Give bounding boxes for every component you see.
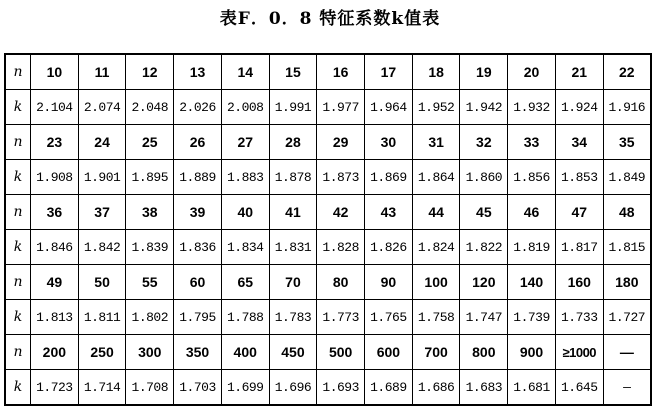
n-value-cell: 48	[603, 195, 651, 230]
n-value-cell: 32	[460, 125, 508, 160]
n-value-cell: 800	[460, 335, 508, 370]
n-value-cell: 21	[555, 54, 603, 90]
n-value-cell: 42	[317, 195, 365, 230]
k-label-cell: k	[5, 370, 31, 406]
k-value-cell: 1.765	[365, 300, 413, 335]
k-value-cell: 1.932	[508, 90, 556, 125]
n-value-cell: 500	[317, 335, 365, 370]
n-value-cell: 26	[174, 125, 222, 160]
n-value-cell: 200	[31, 335, 79, 370]
n-value-cell: 14	[221, 54, 269, 90]
n-value-cell: 900	[508, 335, 556, 370]
n-value-cell: 50	[78, 265, 126, 300]
n-value-cell: 20	[508, 54, 556, 90]
k-value-cell: 1.773	[317, 300, 365, 335]
k-value-cell: 1.758	[412, 300, 460, 335]
n-value-cell: 37	[78, 195, 126, 230]
n-value-cell: ≥1000	[555, 335, 603, 370]
n-value-cell: 11	[78, 54, 126, 90]
k-value-cell: 1.686	[412, 370, 460, 406]
k-value-cell: 1.693	[317, 370, 365, 406]
n-label-cell: n	[5, 195, 31, 230]
k-label-cell: k	[5, 160, 31, 195]
k-value-cell: 1.924	[555, 90, 603, 125]
n-value-cell: 31	[412, 125, 460, 160]
k-value-cell: 1.977	[317, 90, 365, 125]
n-value-cell: 30	[365, 125, 413, 160]
n-value-cell: 47	[555, 195, 603, 230]
n-label-cell: n	[5, 54, 31, 90]
n-row	[5, 335, 651, 370]
k-row	[5, 370, 651, 406]
k-value-cell: 1.873	[317, 160, 365, 195]
n-value-cell: 450	[269, 335, 317, 370]
n-value-cell: 18	[412, 54, 460, 90]
k-value-cell: 1.831	[269, 230, 317, 265]
n-value-cell: 34	[555, 125, 603, 160]
k-value-cell: 1.889	[174, 160, 222, 195]
k-value-cell: 1.883	[221, 160, 269, 195]
k-value-cell: 1.819	[508, 230, 556, 265]
k-value-cell: 1.815	[603, 230, 651, 265]
k-value-cell: 1.811	[78, 300, 126, 335]
n-row	[5, 265, 651, 300]
n-value-cell: 700	[412, 335, 460, 370]
k-value-cell: 1.878	[269, 160, 317, 195]
n-value-cell: 33	[508, 125, 556, 160]
k-value-cell: 1.856	[508, 160, 556, 195]
k-value-cell: 1.916	[603, 90, 651, 125]
n-value-cell: 17	[365, 54, 413, 90]
k-value-cell: 1.783	[269, 300, 317, 335]
k-value-cell: 1.836	[174, 230, 222, 265]
n-value-cell: 27	[221, 125, 269, 160]
k-value-cell: 1.964	[365, 90, 413, 125]
k-value-cell: 1.795	[174, 300, 222, 335]
k-value-cell: 1.895	[126, 160, 174, 195]
n-value-cell: 13	[174, 54, 222, 90]
n-value-cell: 10	[31, 54, 79, 90]
k-value-cell: 1.908	[31, 160, 79, 195]
k-value-cell: 1.991	[269, 90, 317, 125]
n-value-cell: 28	[269, 125, 317, 160]
n-value-cell: 45	[460, 195, 508, 230]
k-value-cell: 1.645	[555, 370, 603, 406]
n-value-cell: 24	[78, 125, 126, 160]
k-value-cell: 2.104	[31, 90, 79, 125]
k-label-cell: k	[5, 300, 31, 335]
k-value-cell: 1.864	[412, 160, 460, 195]
n-value-cell: 35	[603, 125, 651, 160]
n-value-cell: 23	[31, 125, 79, 160]
n-label-cell: n	[5, 335, 31, 370]
n-value-cell: 600	[365, 335, 413, 370]
n-value-cell: 46	[508, 195, 556, 230]
k-value-cell: 1.703	[174, 370, 222, 406]
k-value-cell: —	[603, 370, 651, 406]
k-value-cell: 1.846	[31, 230, 79, 265]
k-value-cell: 1.817	[555, 230, 603, 265]
n-value-cell: 19	[460, 54, 508, 90]
n-value-cell: 140	[508, 265, 556, 300]
k-value-cell: 1.901	[78, 160, 126, 195]
k-value-cell: 1.869	[365, 160, 413, 195]
n-row	[5, 195, 651, 230]
n-label-cell: n	[5, 125, 31, 160]
n-value-cell: 43	[365, 195, 413, 230]
n-value-cell: 15	[269, 54, 317, 90]
k-value-cell: 1.723	[31, 370, 79, 406]
k-value-cell: 1.683	[460, 370, 508, 406]
k-value-cell: 1.689	[365, 370, 413, 406]
k-value-cell: 1.708	[126, 370, 174, 406]
k-value-cell: 1.824	[412, 230, 460, 265]
n-value-cell: 300	[126, 335, 174, 370]
k-value-cell: 2.074	[78, 90, 126, 125]
k-value-cell: 1.696	[269, 370, 317, 406]
k-value-cell: 1.681	[508, 370, 556, 406]
n-label-cell: n	[5, 265, 31, 300]
n-value-cell: 40	[221, 195, 269, 230]
n-value-cell: 55	[126, 265, 174, 300]
k-row	[5, 300, 651, 335]
k-value-cell: 2.048	[126, 90, 174, 125]
n-value-cell: 160	[555, 265, 603, 300]
k-value-cell: 1.826	[365, 230, 413, 265]
k-row	[5, 90, 651, 125]
k-value-cell: 1.834	[221, 230, 269, 265]
k-value-table	[4, 53, 652, 406]
n-value-cell: 12	[126, 54, 174, 90]
k-row	[5, 230, 651, 265]
n-value-cell: 90	[365, 265, 413, 300]
n-value-cell: 70	[269, 265, 317, 300]
n-value-cell: 350	[174, 335, 222, 370]
k-value-cell: 1.699	[221, 370, 269, 406]
k-value-cell: 1.839	[126, 230, 174, 265]
n-value-cell: 22	[603, 54, 651, 90]
k-value-cell: 1.813	[31, 300, 79, 335]
n-value-cell: 250	[78, 335, 126, 370]
n-value-cell: 38	[126, 195, 174, 230]
k-value-cell: 2.026	[174, 90, 222, 125]
n-value-cell: 180	[603, 265, 651, 300]
n-value-cell: 400	[221, 335, 269, 370]
k-value-cell: 1.860	[460, 160, 508, 195]
k-value-cell: 1.747	[460, 300, 508, 335]
n-value-cell: —	[603, 335, 651, 370]
n-value-cell: 60	[174, 265, 222, 300]
n-value-cell: 36	[31, 195, 79, 230]
table-title: 表F．0．8 特征系数k值表	[219, 9, 441, 29]
k-value-cell: 1.822	[460, 230, 508, 265]
n-value-cell: 44	[412, 195, 460, 230]
n-value-cell: 39	[174, 195, 222, 230]
k-label-cell: k	[5, 230, 31, 265]
n-value-cell: 41	[269, 195, 317, 230]
n-row	[5, 54, 651, 90]
n-value-cell: 25	[126, 125, 174, 160]
k-value-cell: 1.788	[221, 300, 269, 335]
k-value-cell: 1.714	[78, 370, 126, 406]
n-value-cell: 80	[317, 265, 365, 300]
k-value-cell: 1.853	[555, 160, 603, 195]
k-value-cell: 1.802	[126, 300, 174, 335]
n-value-cell: 29	[317, 125, 365, 160]
k-value-cell: 1.942	[460, 90, 508, 125]
n-value-cell: 49	[31, 265, 79, 300]
k-value-cell: 1.733	[555, 300, 603, 335]
k-value-cell: 1.727	[603, 300, 651, 335]
n-row	[5, 125, 651, 160]
n-value-cell: 120	[460, 265, 508, 300]
k-value-cell: 1.842	[78, 230, 126, 265]
n-value-cell: 65	[221, 265, 269, 300]
k-row	[5, 160, 651, 195]
k-value-cell: 1.828	[317, 230, 365, 265]
n-value-cell: 16	[317, 54, 365, 90]
k-value-cell: 1.849	[603, 160, 651, 195]
n-value-cell: 100	[412, 265, 460, 300]
k-label-cell: k	[5, 90, 31, 125]
k-value-cell: 2.008	[221, 90, 269, 125]
k-value-cell: 1.952	[412, 90, 460, 125]
k-value-cell: 1.739	[508, 300, 556, 335]
